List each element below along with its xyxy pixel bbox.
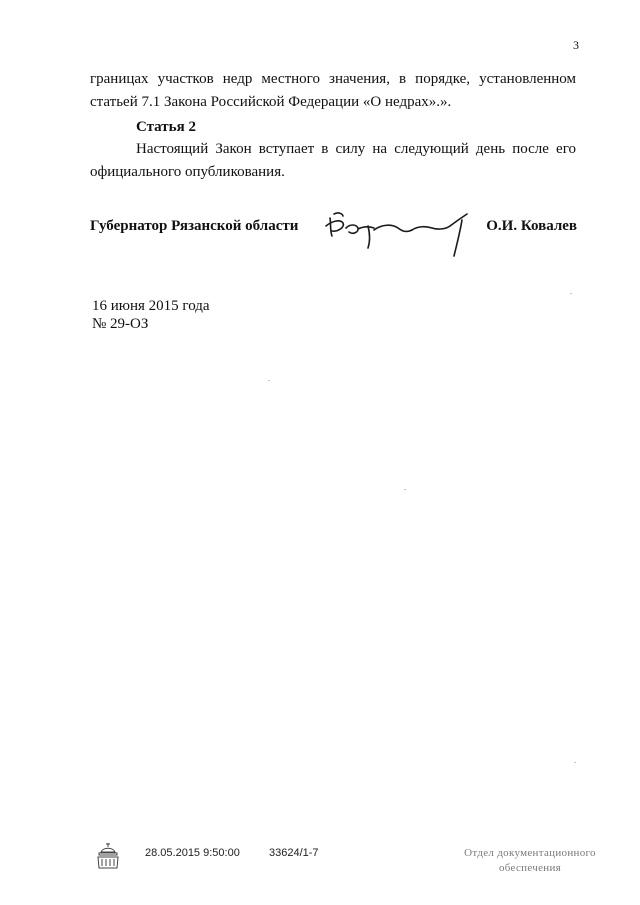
law-number: № 29-ОЗ	[92, 316, 149, 332]
department-stamp-line-1: Отдел документационного	[464, 847, 596, 859]
handwritten-signature	[322, 204, 472, 262]
department-stamp	[440, 846, 620, 876]
law-date: 16 июня 2015 года	[92, 298, 210, 314]
scan-speck	[574, 762, 576, 763]
footer-timestamp: 28.05.2015 9:50:00	[145, 847, 240, 859]
department-stamp-line-2: обеспечения	[498, 862, 562, 874]
paragraph-2: Настоящий Закон вступает в силу на следующий день после его официального опубликования.	[90, 141, 576, 180]
scan-speck	[404, 489, 406, 490]
scan-speck	[268, 380, 270, 381]
paragraph-1: границах участков недр местного значения, в порядке, установленном статьей 7.1 Закона Российской Федерации «О недрах».».	[90, 71, 576, 110]
signer-name: О.И. Ковалев	[486, 218, 577, 234]
article-heading: Статья 2	[136, 119, 196, 135]
coat-of-arms-icon	[95, 841, 121, 871]
signer-position: Губернатор Рязанской области	[90, 218, 299, 234]
footer-document-id: 33624/1-7	[269, 847, 319, 859]
page-number: 3	[573, 38, 579, 52]
scan-speck	[570, 293, 572, 294]
